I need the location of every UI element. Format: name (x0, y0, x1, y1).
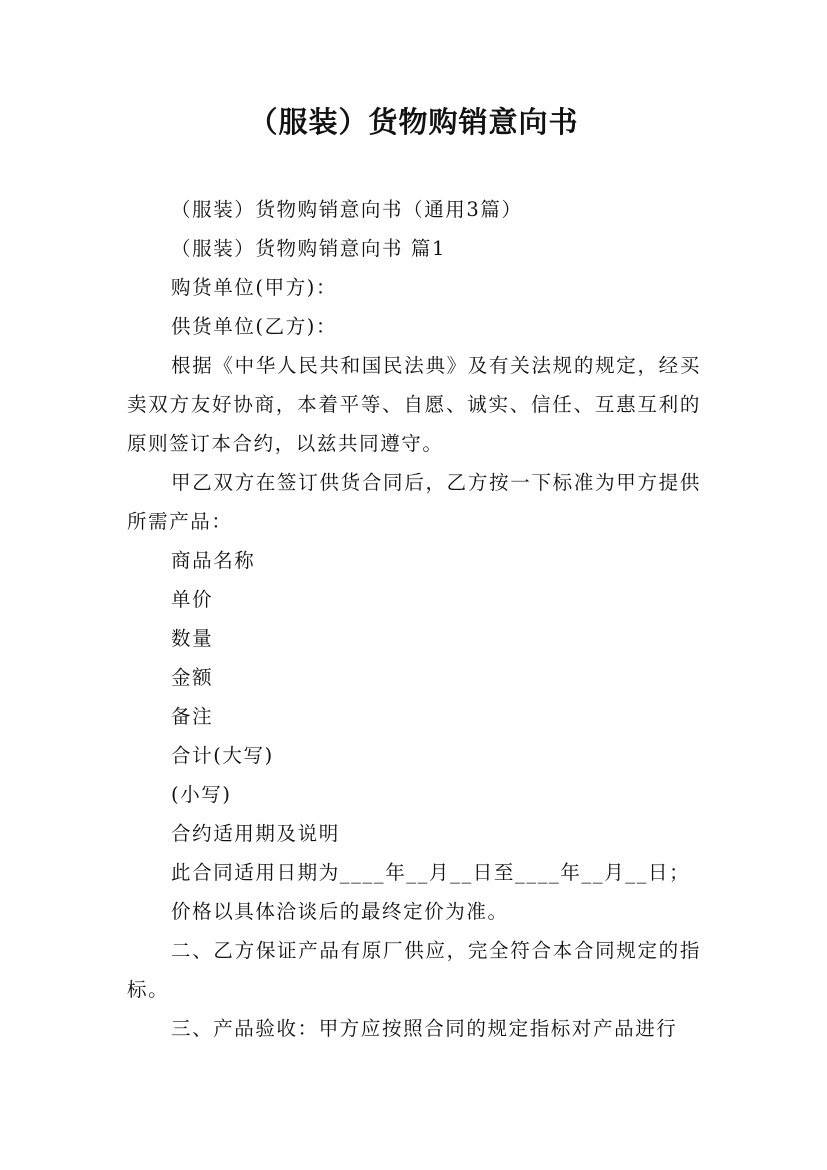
paragraph-remarks: 备注 (171, 705, 214, 728)
document-body (127, 190, 701, 1048)
paragraph-applicable-dates: 此合同适用日期为____年__月__日至____年__月__日； (171, 861, 691, 884)
paragraph-unit-price: 单价 (171, 588, 214, 611)
paragraph-product-name: 商品名称 (171, 549, 256, 572)
paragraph-section-heading: （服装）货物购销意向书 篇1 (171, 237, 447, 260)
paragraph-total-uppercase: 合计(大写) (171, 744, 274, 767)
paragraph-supply-terms: 甲乙双方在签订供货合同后，乙方按一下标准为甲方提供所需产品： (127, 471, 701, 533)
paragraph-amount: 金额 (171, 666, 214, 689)
paragraph-legal-basis: 根据《中华人民共和国民法典》及有关法规的规定，经买卖双方友好协商，本着平等、自愿、诚实、信任、互惠互利的原则签订本合约，以兹共同遵守。 (127, 354, 701, 455)
paragraph-buyer: 购货单位(甲方)： (171, 276, 338, 299)
paragraph-clause-two: 二、乙方保证产品有原厂供应，完全符合本合同规定的指标。 (127, 939, 701, 1001)
document-title: （服装）货物购销意向书 (248, 105, 579, 139)
paragraph-price-note: 价格以具体洽谈后的最终定价为准。 (171, 900, 509, 923)
paragraph-total-lowercase: (小写) (171, 783, 232, 806)
paragraph-supplier: 供货单位(乙方)： (171, 315, 338, 338)
paragraph-contract-period: 合约适用期及说明 (171, 822, 340, 845)
paragraph-quantity: 数量 (171, 627, 214, 650)
paragraph-clause-three: 三、产品验收：甲方应按照合同的规定指标对产品进行 (171, 1017, 678, 1040)
paragraph-subtitle: （服装）货物购销意向书（通用3篇） (171, 198, 523, 221)
